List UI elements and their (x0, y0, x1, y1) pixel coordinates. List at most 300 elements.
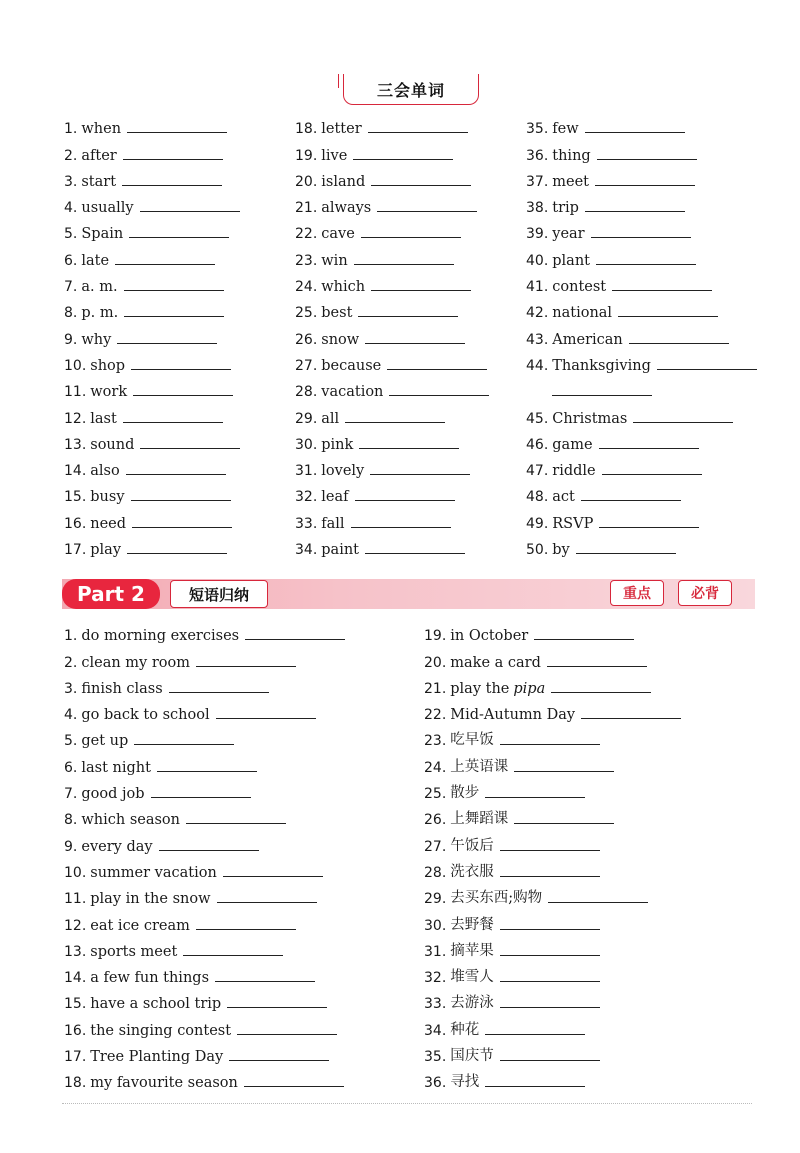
answer-blank[interactable] (237, 1033, 337, 1035)
vocab-text: national (552, 305, 613, 322)
phrase-text: which season (81, 812, 180, 829)
vocab-text: start (81, 173, 117, 190)
answer-blank[interactable] (612, 289, 712, 291)
vocab-row (64, 137, 240, 163)
vocab-row (64, 374, 240, 400)
vocab-number: 20. (295, 173, 318, 190)
answer-blank[interactable] (196, 928, 296, 930)
vocab-row (64, 242, 240, 268)
part-label: Part 2 (62, 579, 160, 609)
vocab-row (526, 321, 757, 347)
vocab-row (526, 164, 757, 190)
phrase-text: 吃早饭 (450, 732, 494, 749)
vocab-row (526, 137, 757, 163)
vocab-number: 23. (295, 252, 318, 269)
vocab-number: 42. (526, 305, 549, 322)
vocab-text: pink (321, 436, 354, 453)
answer-blank[interactable] (140, 210, 240, 212)
phrase-text: summer vacation (90, 864, 217, 881)
phrase-row (424, 907, 681, 933)
phrase-number: 30. (424, 917, 447, 934)
answer-blank[interactable] (245, 638, 345, 640)
answer-blank[interactable] (157, 770, 257, 772)
part-title: 短语归纳 (170, 580, 268, 608)
phrase-number: 12. (64, 917, 87, 934)
vocab-number: 33. (295, 515, 318, 532)
vocab-number: 31. (295, 463, 318, 480)
vocab-number: 28. (295, 384, 318, 401)
vocab-text: lovely (321, 463, 365, 480)
answer-blank[interactable] (597, 158, 697, 160)
vocab-row (526, 190, 757, 216)
answer-blank[interactable] (629, 342, 729, 344)
phrase-number: 22. (424, 707, 447, 724)
phrase-number: 25. (424, 786, 447, 803)
answer-blank[interactable] (123, 158, 223, 160)
phrase-text: 种花 (450, 1021, 480, 1038)
answer-blank[interactable] (618, 315, 718, 317)
vocab-row (526, 374, 757, 400)
vocab-text: also (90, 463, 120, 480)
phrase-number: 34. (424, 1022, 447, 1039)
answer-blank[interactable] (358, 315, 458, 317)
vocab-number: 14. (64, 463, 87, 480)
vocab-text: leaf (321, 489, 349, 506)
answer-blank[interactable] (215, 980, 315, 982)
answer-blank[interactable] (140, 447, 240, 449)
vocab-row (295, 505, 489, 531)
vocab-number: 15. (64, 489, 87, 506)
phrase-number: 26. (424, 812, 447, 829)
answer-blank[interactable] (500, 980, 600, 982)
answer-blank[interactable] (126, 473, 226, 475)
vocab-text: by (552, 542, 570, 559)
answer-blank[interactable] (223, 875, 323, 877)
answer-blank[interactable] (585, 131, 685, 133)
section-title: 三会单词 (343, 74, 479, 105)
phrase-text-italic: pipa (513, 680, 546, 697)
answer-blank[interactable] (551, 691, 651, 693)
phrase-row (64, 723, 345, 749)
vocab-text: Thanksgiving (552, 357, 651, 374)
answer-blank[interactable] (514, 770, 614, 772)
phrase-row (424, 934, 681, 960)
phrase-text: Tree Planting Day (90, 1049, 224, 1066)
vocab-text: year (552, 226, 585, 243)
answer-blank[interactable] (186, 822, 286, 824)
vocab-number: 46. (526, 436, 549, 453)
phrase-text: play in the snow (90, 891, 211, 908)
vocab-text: few (552, 121, 579, 138)
vocab-number: 16. (64, 515, 87, 532)
phrase-row (424, 855, 681, 881)
answer-blank[interactable] (548, 901, 648, 903)
vocab-number: 22. (295, 226, 318, 243)
phrase-row (64, 1039, 345, 1065)
vocab-text: vacation (321, 384, 384, 401)
answer-blank[interactable] (351, 526, 451, 528)
vocab-number: 39. (526, 226, 549, 243)
vocab-number: 11. (64, 384, 87, 401)
vocab-text: shop (90, 357, 126, 374)
answer-blank[interactable] (657, 368, 757, 370)
answer-blank[interactable] (377, 210, 477, 212)
phrase-number: 1. (64, 628, 78, 645)
answer-blank[interactable] (581, 499, 681, 501)
vocab-number: 30. (295, 436, 318, 453)
phrase-row (424, 1065, 681, 1091)
answer-blank[interactable] (534, 638, 634, 640)
answer-blank[interactable] (547, 665, 647, 667)
answer-blank[interactable] (552, 394, 652, 396)
answer-blank[interactable] (371, 289, 471, 291)
vocab-number: 43. (526, 331, 549, 348)
answer-blank[interactable] (132, 526, 232, 528)
phrase-number: 7. (64, 786, 78, 803)
answer-blank[interactable] (227, 1006, 327, 1008)
phrase-row (424, 1039, 681, 1065)
phrase-row (424, 749, 681, 775)
phrase-text: finish class (81, 680, 163, 697)
answer-blank[interactable] (596, 263, 696, 265)
vocab-text: usually (81, 200, 134, 217)
vocab-number: 27. (295, 357, 318, 374)
answer-blank[interactable] (354, 263, 454, 265)
vocab-number: 17. (64, 542, 87, 559)
answer-blank[interactable] (134, 743, 234, 745)
answer-blank[interactable] (387, 368, 487, 370)
phrase-column-2 (424, 618, 681, 1091)
vocab-number: 1. (64, 121, 78, 138)
answer-blank[interactable] (389, 394, 489, 396)
phrase-text: clean my room (81, 654, 190, 671)
phrase-row (424, 697, 681, 723)
phrase-column-1 (64, 618, 345, 1091)
answer-blank[interactable] (133, 394, 233, 396)
vocab-text: last (90, 410, 117, 427)
answer-blank[interactable] (169, 691, 269, 693)
phrase-row (64, 960, 345, 986)
phrase-text: get up (81, 733, 129, 750)
vocab-row (295, 400, 489, 426)
vocab-text: a. m. (81, 279, 118, 296)
phrase-row (424, 802, 681, 828)
badge-key-point: 重点 (610, 580, 664, 606)
vocab-number: 18. (295, 121, 318, 138)
phrase-number: 14. (64, 970, 87, 987)
answer-blank[interactable] (581, 717, 681, 719)
vocab-number: 45. (526, 410, 549, 427)
answer-blank[interactable] (500, 954, 600, 956)
vocab-row (526, 269, 757, 295)
vocab-row (295, 532, 489, 558)
vocab-column-1 (64, 111, 240, 558)
vocab-row (295, 190, 489, 216)
phrase-text: last night (81, 759, 151, 776)
vocab-row (526, 348, 757, 374)
answer-blank[interactable] (122, 184, 222, 186)
vocab-text: fall (321, 515, 345, 532)
vocab-column-2 (295, 111, 489, 558)
answer-blank[interactable] (371, 184, 471, 186)
vocab-row (526, 453, 757, 479)
answer-blank[interactable] (129, 236, 229, 238)
answer-blank[interactable] (370, 473, 470, 475)
phrase-row (424, 828, 681, 854)
vocab-row (295, 374, 489, 400)
phrase-row (64, 671, 345, 697)
answer-blank[interactable] (500, 1059, 600, 1061)
phrase-row (64, 697, 345, 723)
phrase-number: 18. (64, 1075, 87, 1092)
phrase-text: make a card (450, 654, 541, 671)
vocab-text: Christmas (552, 410, 628, 427)
vocab-number: 37. (526, 173, 549, 190)
answer-blank[interactable] (217, 901, 317, 903)
phrase-text: 寻找 (450, 1074, 480, 1091)
phrase-row (64, 618, 345, 644)
vocab-row (295, 164, 489, 190)
answer-blank[interactable] (368, 131, 468, 133)
answer-blank[interactable] (485, 796, 585, 798)
phrase-number: 2. (64, 654, 78, 671)
phrase-row (64, 1012, 345, 1038)
answer-blank[interactable] (127, 552, 227, 554)
phrase-text: 去游泳 (450, 995, 494, 1012)
phrase-row (64, 776, 345, 802)
answer-blank[interactable] (500, 849, 600, 851)
vocab-text: trip (552, 200, 579, 217)
phrase-number: 33. (424, 996, 447, 1013)
phrase-row (64, 907, 345, 933)
vocab-row (295, 216, 489, 242)
phrase-row (424, 671, 681, 697)
phrase-text: 洗衣服 (450, 863, 494, 880)
vocab-column-3 (526, 111, 757, 558)
vocab-text: riddle (552, 463, 596, 480)
vocab-number: 38. (526, 200, 549, 217)
phrase-number: 29. (424, 891, 447, 908)
phrase-number: 27. (424, 838, 447, 855)
phrase-text: good job (81, 786, 145, 803)
vocab-text: paint (321, 542, 359, 559)
vocab-number: 47. (526, 463, 549, 480)
answer-blank[interactable] (365, 552, 465, 554)
vocab-text: meet (552, 173, 590, 190)
vocab-number: 44. (526, 357, 549, 374)
vocab-text: late (81, 252, 110, 269)
phrase-row (424, 776, 681, 802)
vocab-number: 49. (526, 515, 549, 532)
phrase-number: 19. (424, 628, 447, 645)
phrase-number: 9. (64, 838, 78, 855)
phrase-row (64, 1065, 345, 1091)
answer-blank[interactable] (500, 1006, 600, 1008)
answer-blank[interactable] (244, 1085, 344, 1087)
vocab-text: need (90, 515, 127, 532)
answer-blank[interactable] (127, 131, 227, 133)
vocab-row (526, 295, 757, 321)
answer-blank[interactable] (500, 928, 600, 930)
vocab-row (64, 400, 240, 426)
vocab-row (295, 479, 489, 505)
phrase-row (424, 618, 681, 644)
vocab-row (526, 479, 757, 505)
phrase-text: the singing contest (90, 1022, 232, 1039)
answer-blank[interactable] (131, 499, 231, 501)
answer-blank[interactable] (124, 289, 224, 291)
vocab-number: 50. (526, 542, 549, 559)
vocab-row (64, 190, 240, 216)
answer-blank[interactable] (361, 236, 461, 238)
vocab-row (295, 295, 489, 321)
vocab-row (526, 505, 757, 531)
vocab-text: all (321, 410, 340, 427)
answer-blank[interactable] (599, 447, 699, 449)
answer-blank[interactable] (595, 184, 695, 186)
answer-blank[interactable] (485, 1085, 585, 1087)
answer-blank[interactable] (485, 1033, 585, 1035)
vocab-row (64, 348, 240, 374)
answer-blank[interactable] (151, 796, 251, 798)
answer-blank[interactable] (115, 263, 215, 265)
answer-blank[interactable] (500, 743, 600, 745)
phrase-text: a few fun things (90, 970, 210, 987)
phrase-number: 5. (64, 733, 78, 750)
phrase-number: 11. (64, 891, 87, 908)
vocab-number: 24. (295, 279, 318, 296)
vocab-row (526, 427, 757, 453)
answer-blank[interactable] (124, 315, 224, 317)
answer-blank[interactable] (500, 875, 600, 877)
phrase-row (424, 960, 681, 986)
answer-blank[interactable] (591, 236, 691, 238)
phrase-row (424, 1012, 681, 1038)
vocab-row (64, 505, 240, 531)
answer-blank[interactable] (355, 499, 455, 501)
phrase-number: 15. (64, 996, 87, 1013)
answer-blank[interactable] (585, 210, 685, 212)
vocab-number: 35. (526, 121, 549, 138)
vocab-row (64, 321, 240, 347)
vocab-text: when (81, 121, 122, 138)
phrase-row (424, 644, 681, 670)
vocab-row (64, 453, 240, 479)
phrase-row (424, 723, 681, 749)
vocab-number: 21. (295, 200, 318, 217)
phrase-number: 6. (64, 759, 78, 776)
vocab-number: 12. (64, 410, 87, 427)
vocab-number: 5. (64, 226, 78, 243)
answer-blank[interactable] (159, 849, 259, 851)
vocab-row (526, 532, 757, 558)
answer-blank[interactable] (123, 421, 223, 423)
vocab-row (64, 216, 240, 242)
phrase-row (64, 644, 345, 670)
vocab-text: busy (90, 489, 125, 506)
phrase-text: in October (450, 628, 529, 645)
vocab-number: 29. (295, 410, 318, 427)
answer-blank[interactable] (117, 342, 217, 344)
phrase-number: 31. (424, 943, 447, 960)
phrase-text: 散步 (450, 785, 480, 802)
phrase-text: 去野餐 (450, 916, 494, 933)
answer-blank[interactable] (599, 526, 699, 528)
answer-blank[interactable] (514, 822, 614, 824)
vocab-row (526, 400, 757, 426)
vocab-text: win (321, 252, 348, 269)
vocab-text: letter (321, 121, 362, 138)
phrase-text: sports meet (90, 943, 178, 960)
answer-blank[interactable] (216, 717, 316, 719)
vocab-number: 19. (295, 147, 318, 164)
vocab-text: game (552, 436, 593, 453)
vocab-text: act (552, 489, 575, 506)
vocab-text: contest (552, 279, 607, 296)
vocab-row (295, 348, 489, 374)
answer-blank[interactable] (633, 421, 733, 423)
phrase-text: every day (81, 838, 153, 855)
vocab-text: play (90, 542, 122, 559)
phrase-number: 21. (424, 680, 447, 697)
phrase-number: 8. (64, 812, 78, 829)
answer-blank[interactable] (359, 447, 459, 449)
phrase-row (64, 986, 345, 1012)
badge-must-memorize: 必背 (678, 580, 732, 606)
vocab-number: 25. (295, 305, 318, 322)
vocab-text: live (321, 147, 348, 164)
vocab-text: best (321, 305, 353, 322)
phrase-text: go back to school (81, 707, 210, 724)
answer-blank[interactable] (365, 342, 465, 344)
phrase-row (424, 986, 681, 1012)
answer-blank[interactable] (353, 158, 453, 160)
vocab-number: 40. (526, 252, 549, 269)
phrase-number: 13. (64, 943, 87, 960)
phrase-text: 国庆节 (450, 1048, 494, 1065)
vocab-text: always (321, 200, 372, 217)
vocab-row (295, 242, 489, 268)
answer-blank[interactable] (602, 473, 702, 475)
phrase-row (64, 802, 345, 828)
phrase-number: 4. (64, 707, 78, 724)
vocab-number: 6. (64, 252, 78, 269)
vocab-text: RSVP (552, 515, 594, 532)
answer-blank[interactable] (131, 368, 231, 370)
answer-blank[interactable] (345, 421, 445, 423)
phrase-text: 上英语课 (450, 758, 509, 775)
vocab-row (295, 453, 489, 479)
vocab-number: 4. (64, 200, 78, 217)
phrase-number: 17. (64, 1049, 87, 1066)
phrase-row (424, 881, 681, 907)
vocab-row (64, 111, 240, 137)
phrase-number: 28. (424, 864, 447, 881)
answer-blank[interactable] (229, 1059, 329, 1061)
vocab-text: because (321, 357, 382, 374)
vocab-text: island (321, 173, 366, 190)
phrase-text: my favourite season (90, 1075, 238, 1092)
vocab-row (526, 216, 757, 242)
vocab-text: cave (321, 226, 355, 243)
vocab-text: sound (90, 436, 135, 453)
vocab-row (64, 164, 240, 190)
footer-divider (62, 1103, 752, 1104)
answer-blank[interactable] (196, 665, 296, 667)
answer-blank[interactable] (183, 954, 283, 956)
phrase-number: 36. (424, 1075, 447, 1092)
answer-blank[interactable] (576, 552, 676, 554)
